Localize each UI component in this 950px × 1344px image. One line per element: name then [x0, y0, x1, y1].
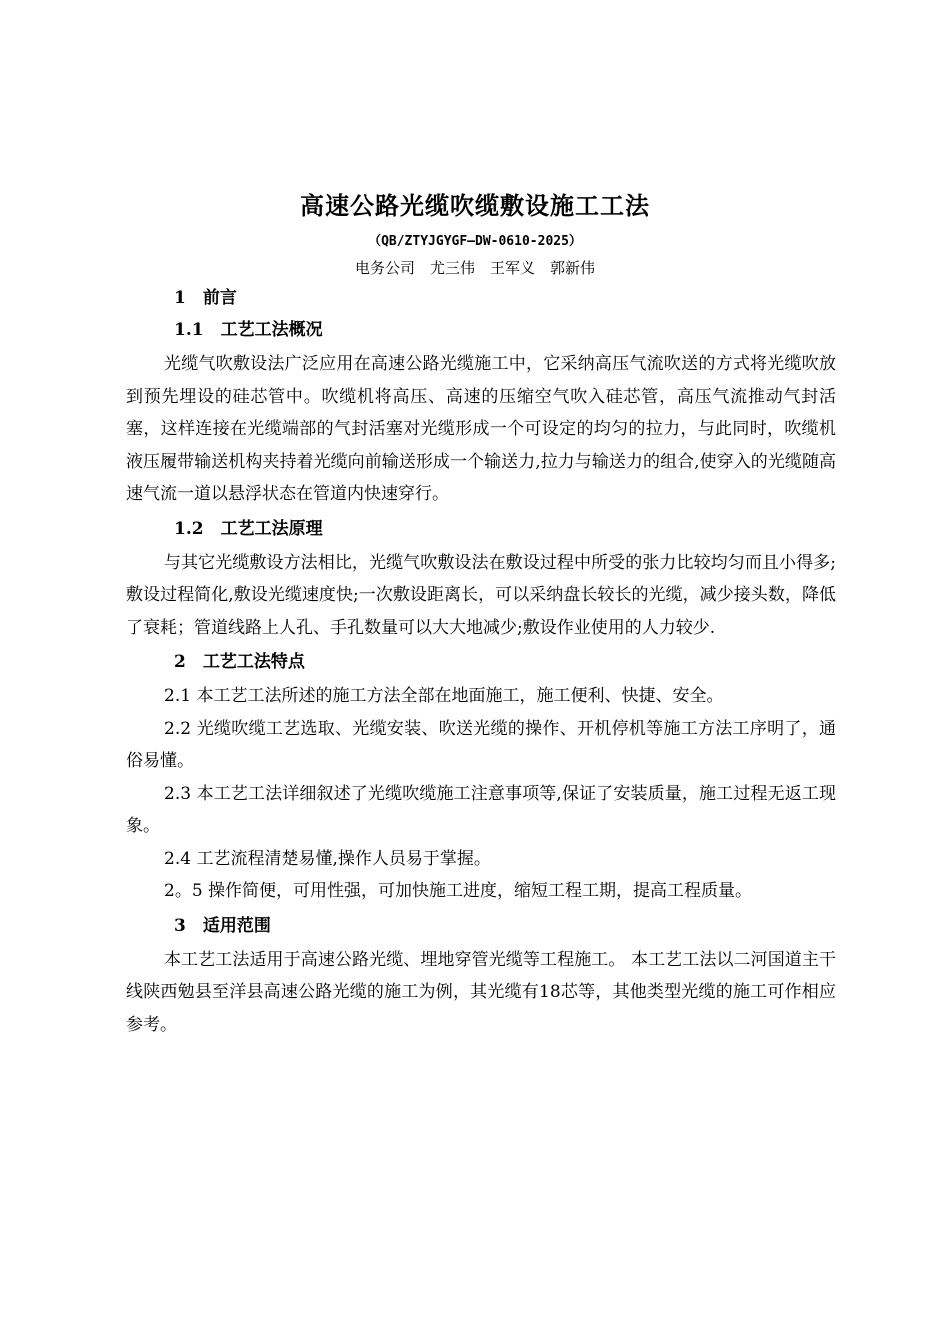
feature-item-2-1: 2.1 本工艺工法所述的施工方法全部在地面施工，施工便利、快捷、安全。: [164, 686, 724, 706]
feature-item-2-2: 2.2 光缆吹缆工艺选取、光缆安装、吹送光缆的操作、开机停机等施工方法工序明了，通俗易懂。: [126, 718, 836, 771]
document-number: （QB/ZTYJGYGF—DW-0610-2025）: [368, 234, 582, 249]
section-heading-1-2: 1.2 工艺工法原理: [174, 518, 323, 539]
paragraph-1-2: 与其它光缆敷设方法相比，光缆气吹敷设法在敷设过程中所受的张力比较均匀而且小得多;敷设过程简化,敷设光缆速度快;一次敷设距离长，可以采纳盘长较长的光缆，减少接头数，降低了衰耗；管道线路上人孔、手孔数量可以大大地减少;敷设作业使用的人力较少.: [126, 552, 836, 638]
document-body: [126, 284, 836, 1041]
feature-item-2-3: 2.3 本工艺工法详细叙述了光缆吹缆施工注意事项等,保证了安装质量，施工过程无返工现象。: [126, 783, 836, 836]
document-authors: 电务公司 尤三伟 王军义 郭新伟: [354, 259, 595, 277]
section-heading-2: 2 工艺工法特点: [174, 652, 305, 672]
section-heading-1-1: 1.1 工艺工法概况: [174, 320, 323, 340]
section-heading-1: 1 前言: [174, 288, 237, 308]
feature-item-2-4: 2.4 工艺流程清楚易懂,操作人员易于掌握。: [164, 848, 491, 869]
section-heading-3: 3 适用范围: [174, 915, 271, 936]
feature-item-2-5: 2。5 操作简便，可用性强，可加快施工进度，缩短工程工期，提高工程质量。: [164, 881, 753, 901]
paragraph-1-1: 光缆气吹敷设法广泛应用在高速公路光缆施工中，它采纳高压气流吹送的方式将光缆吹放到预先埋设的硅芯管中。吹缆机将高压、高速的压缩空气吹入硅芯管，高压气流推动气封活塞，这样连接在光缆端部的气封活塞对光缆形成一个可设定的均匀的拉力，与此同时，吹缆机液压履带输送机构夹持着光缆向前输送形成一个输送力,拉力与输送力的组合,使穿入的光缆随高速气流一道以悬浮状态在管道内快速穿行。: [126, 354, 836, 504]
paragraph-3: 本工艺工法适用于高速公路光缆、埋地穿管光缆等工程施工。 本工艺工法以二河国道主干线陕西勉县至洋县高速公路光缆的施工为例，其光缆有18芯等，其他类型光缆的施工可作相应参考。: [126, 949, 836, 1035]
document-title: 高速公路光缆吹缆敷设施工工法: [300, 191, 650, 220]
